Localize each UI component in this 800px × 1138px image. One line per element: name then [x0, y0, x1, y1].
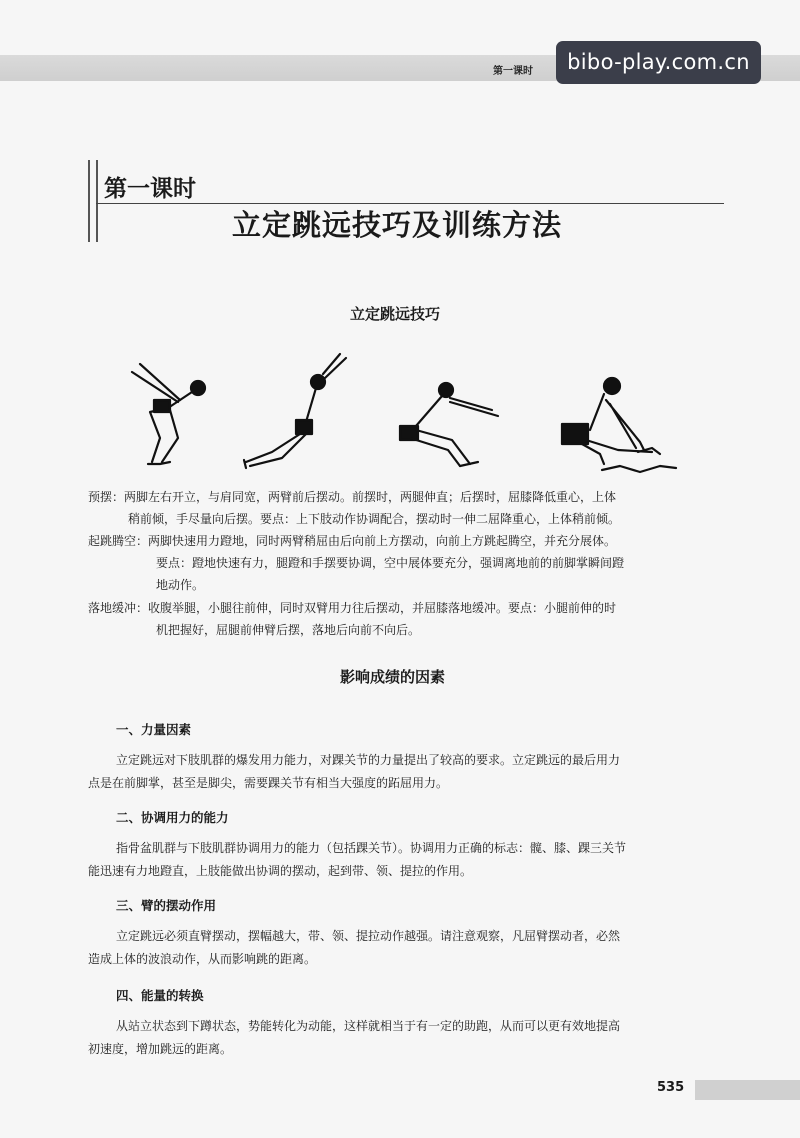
- term-landing: [88, 597, 728, 641]
- factor-body-strength: [88, 749, 728, 795]
- term-takeoff-line2: 要点：蹬地快速有力，腿蹬和手摆要协调，空中展体要充分，强调离地前的前脚掌瞬间蹬: [156, 556, 625, 570]
- factor-body-energy: [88, 1015, 728, 1061]
- term-takeoff: [88, 530, 728, 596]
- factor-body-coordination: [88, 837, 728, 883]
- factor-arm-swing-line2: 造成上体的波浪动作，从而影响跳的距离。: [88, 952, 317, 966]
- lesson-label: 第一课时: [104, 176, 196, 202]
- term-takeoff-line3: 地动作。: [156, 578, 205, 592]
- footer-band: [695, 1080, 800, 1100]
- running-header-title: 第一课时: [493, 66, 533, 77]
- factor-strength-line2: 点是在前脚掌，甚至是脚尖，需要踝关节有相当大强度的跖屈用力。: [88, 776, 449, 790]
- factor-heading-energy: 四、能量的转换: [116, 988, 204, 1003]
- term-preswing-line2: 稍前倾，手尽量向后摆。要点：上下肢动作协调配合，摆动时一伸二屈降重心，上体稍前倾。: [128, 512, 621, 526]
- athlete-figure-flight: [400, 383, 498, 466]
- factor-heading-strength: 一、力量因素: [116, 722, 192, 737]
- factor-body-arm-swing: [88, 925, 728, 971]
- term-landing-line2: 机把握好，屈腿前伸臂后摆，落地后向前不向后。: [156, 623, 421, 637]
- term-preswing: [88, 486, 728, 530]
- factor-coordination-line2: 能迅速有力地蹬直，上肢能做出协调的摆动，起到带、领、提拉的作用。: [88, 864, 473, 878]
- section-title-technique: 立定跳远技巧: [350, 305, 441, 323]
- term-landing-line1: 落地缓冲：收腹举腿，小腿往前伸，同时双臂用力往后摆动，并屈膝落地缓冲。要点：小腿前伸的时: [88, 601, 617, 615]
- factor-heading-arm-swing: 三、臂的摆动作用: [116, 898, 217, 913]
- factor-energy-line2: 初速度，增加跳远的距离。: [88, 1042, 233, 1056]
- factor-heading-coordination: 二、协调用力的能力: [116, 810, 229, 825]
- athlete-figure-landing: [562, 378, 676, 472]
- athlete-figure-takeoff: [244, 354, 346, 468]
- page-title: 立定跳远技巧及训练方法: [232, 208, 563, 242]
- page-number: 535: [657, 1080, 685, 1095]
- term-takeoff-line1: 起跳腾空：两脚快速用力蹬地，同时两臂稍屈由后向前上方摆动，向前上方跳起腾空，并充分展体。: [88, 534, 617, 548]
- term-preswing-line1: 预摆：两脚左右开立，与肩同宽，两臂前后摆动。前摆时，两腿伸直；后摆时，屈膝降低重心，上体: [88, 490, 617, 504]
- site-watermark: bibo-play.com.cn: [556, 41, 761, 84]
- factor-strength-line1: 立定跳远对下肢肌群的爆发用力能力，对踝关节的力量提出了较高的要求。立定跳远的最后用力: [116, 753, 621, 767]
- athlete-figure-preswing: [132, 364, 205, 464]
- factor-energy-line1: 从站立状态到下蹲状态，势能转化为动能，这样就相当于有一定的助跑，从而可以更有效地提高: [116, 1019, 621, 1033]
- factor-coordination-line1: 指骨盆肌群与下肢肌群协调用力的能力（包括踝关节）。协调用力正确的标志：髋、膝、踝三关节: [116, 841, 627, 855]
- factor-arm-swing-line1: 立定跳远必须直臂摆动，摆幅越大，带、领、提拉动作越强。请注意观察，凡屈臂摆动者，必然: [116, 929, 621, 943]
- lesson-side-bar: [88, 160, 98, 242]
- section-title-factors: 影响成绩的因素: [340, 668, 446, 686]
- jump-phases-figure: [120, 350, 690, 480]
